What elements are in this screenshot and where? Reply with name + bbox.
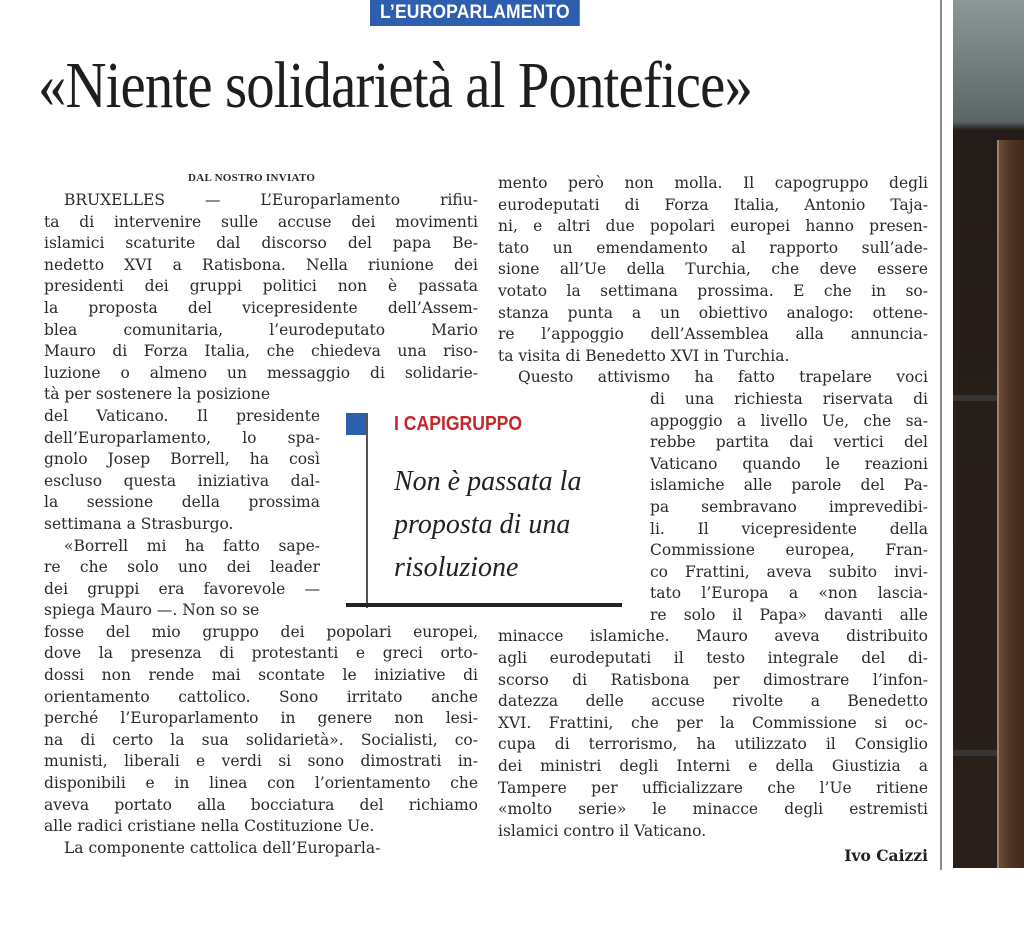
text-line: orientamento cattolico. Sono irritato anche bbox=[44, 687, 478, 706]
pull-quote-line: proposta di una bbox=[394, 509, 571, 540]
headline: «Niente solidarietà al Pontefice» bbox=[38, 49, 752, 122]
text-line: re solo il Papa» davanti alle bbox=[650, 605, 928, 624]
text-line: ta di intervenire sulle accuse dei movimenti bbox=[44, 212, 478, 231]
photo-detail bbox=[953, 750, 997, 756]
text-line: islamici scaturite dal discorso del papa Be- bbox=[44, 234, 478, 253]
text-line: del Vaticano. Il presidente bbox=[44, 406, 320, 425]
pull-quote-line: risoluzione bbox=[394, 552, 519, 583]
section-kicker: L’EUROPARLAMENTO bbox=[370, 0, 580, 26]
pull-quote-label: I CAPIGRUPPO bbox=[394, 413, 523, 435]
text-line: dossi non rende mai scontate le iniziative di bbox=[44, 666, 478, 685]
pull-quote-text bbox=[394, 460, 624, 589]
text-line: minacce islamiche. Mauro aveva distribuito bbox=[498, 627, 928, 646]
pull-quote-line: Non è passata la bbox=[394, 466, 582, 497]
text-line: blea comunitaria, l’eurodeputato Mario bbox=[44, 320, 478, 339]
blue-square-marker-icon bbox=[346, 413, 366, 435]
author-signature: Ivo Caizzi bbox=[844, 846, 928, 865]
text-line: XVI. Frattini, che per la Commissione si oc- bbox=[498, 713, 928, 732]
text-line: aveva portato alla bocciatura del richiamo bbox=[44, 795, 478, 814]
correspondent-byline: DAL NOSTRO INVIATO bbox=[188, 172, 316, 184]
text-line: la proposta del vicepresidente dell’Assem- bbox=[44, 298, 478, 317]
text-line: Questo attivismo ha fatto trapelare voci bbox=[518, 368, 928, 387]
text-line: re che solo uno dei leader bbox=[44, 558, 320, 577]
text-line: re l’appoggio dell’Assemblea alla annuncia- bbox=[498, 325, 928, 344]
text-line: spiega Mauro —. Non so se bbox=[44, 601, 260, 620]
text-line: tà per sostenere la posizione bbox=[44, 385, 271, 404]
text-line: cupa di terrorismo, ha utilizzato il Consiglio bbox=[498, 735, 928, 754]
text-line: dell’Europarlamento, lo spa- bbox=[44, 428, 320, 447]
text-line: sione all’Ue della Turchia, che deve essere bbox=[498, 260, 928, 279]
text-line: escluso questa iniziativa dal- bbox=[44, 471, 320, 490]
text-line: ni, e altri due popolari europei hanno presen- bbox=[498, 217, 928, 236]
text-line: Mauro di Forza Italia, che chiedeva una riso- bbox=[44, 342, 478, 361]
text-line: rebbe partita dai vertici del bbox=[650, 433, 928, 452]
text-line: «Borrell mi ha fatto sape- bbox=[64, 536, 320, 555]
text-line: li. Il vicepresidente della bbox=[650, 519, 928, 538]
pull-quote-vertical-rule bbox=[366, 413, 368, 608]
text-line: perché l’Europarlamento in genere non lesi- bbox=[44, 709, 478, 728]
text-line: pa sembravano imprevedibi- bbox=[650, 497, 928, 516]
text-line: nedetto XVI a Ratisbona. Nella riunione dei bbox=[44, 255, 478, 274]
text-line: BRUXELLES — L’Europarlamento rifiu- bbox=[64, 191, 478, 209]
text-line: Commissione europea, Fran- bbox=[650, 541, 928, 560]
text-line: Tampere per ufficializzare che l’Ue ritiene bbox=[498, 778, 928, 797]
text-line: islamici contro il Vaticano. bbox=[498, 821, 707, 840]
pull-quote-bottom-rule bbox=[346, 603, 622, 607]
text-line: presidenti dei gruppi politici non è passata bbox=[44, 277, 478, 296]
text-line: disponibili e in linea con l’orientamento che bbox=[44, 774, 478, 793]
text-line: fosse del mio gruppo dei popolari europei, bbox=[44, 622, 478, 641]
text-line: tato l’Europa a «non lascia- bbox=[650, 584, 928, 603]
text-line: alle radici cristiane nella Costituzione Ue. bbox=[44, 817, 375, 836]
text-line: ta visita di Benedetto XVI in Turchia. bbox=[498, 346, 790, 365]
text-line: datezza delle accuse rivolte a Benedetto bbox=[498, 692, 928, 711]
photo-detail bbox=[997, 140, 1024, 868]
text-line: co Frattini, aveva subito invi- bbox=[650, 562, 928, 581]
column-divider bbox=[940, 0, 942, 870]
text-line: dei gruppi era favorevole — bbox=[44, 579, 320, 598]
text-line: appoggio a livello Ue, che sa- bbox=[650, 411, 928, 430]
text-line: «molto serie» le minacce degli estremisti bbox=[498, 800, 928, 819]
text-line: luzione o almeno un messaggio di solidarie- bbox=[44, 363, 478, 382]
text-line: stanza punta a un obiettivo analogo: ottene- bbox=[498, 303, 928, 322]
text-line: islamiche alle parole del Pa- bbox=[650, 476, 928, 495]
text-line: na di certo la sua solidarietà». Socialisti, co- bbox=[44, 730, 478, 749]
text-line: di una richiesta riservata di bbox=[650, 389, 928, 408]
text-line: munisti, liberali e verdi si sono dimostrati in- bbox=[44, 752, 478, 771]
text-line: la sessione della prossima bbox=[44, 493, 320, 512]
text-line: settimana a Strasburgo. bbox=[44, 514, 234, 533]
text-line: Vaticano quando le reazioni bbox=[650, 454, 928, 473]
text-line: scorso di Ratisbona per dimostrare l’infon- bbox=[498, 670, 928, 689]
text-line: votato la settimana prossima. E che in so- bbox=[498, 281, 928, 300]
text-line: mento però non molla. Il capogruppo degli bbox=[498, 174, 928, 192]
text-line: dei ministri degli Interni e della Giustizia a bbox=[498, 757, 928, 776]
text-line: agli eurodeputati il testo integrale del di- bbox=[498, 649, 928, 668]
photo-detail bbox=[953, 395, 997, 401]
text-line: dove la presenza di protestanti e greci orto- bbox=[44, 644, 478, 663]
text-line: gnolo Josep Borrell, ha così bbox=[44, 450, 320, 469]
pull-quote bbox=[346, 410, 624, 606]
photo-cropped bbox=[953, 0, 1024, 868]
text-line: tato un emendamento al rapporto sull’ade- bbox=[498, 238, 928, 257]
text-line: eurodeputati di Forza Italia, Antonio Taja- bbox=[498, 195, 928, 214]
text-line: La componente cattolica dell’Europarla- bbox=[64, 838, 381, 857]
